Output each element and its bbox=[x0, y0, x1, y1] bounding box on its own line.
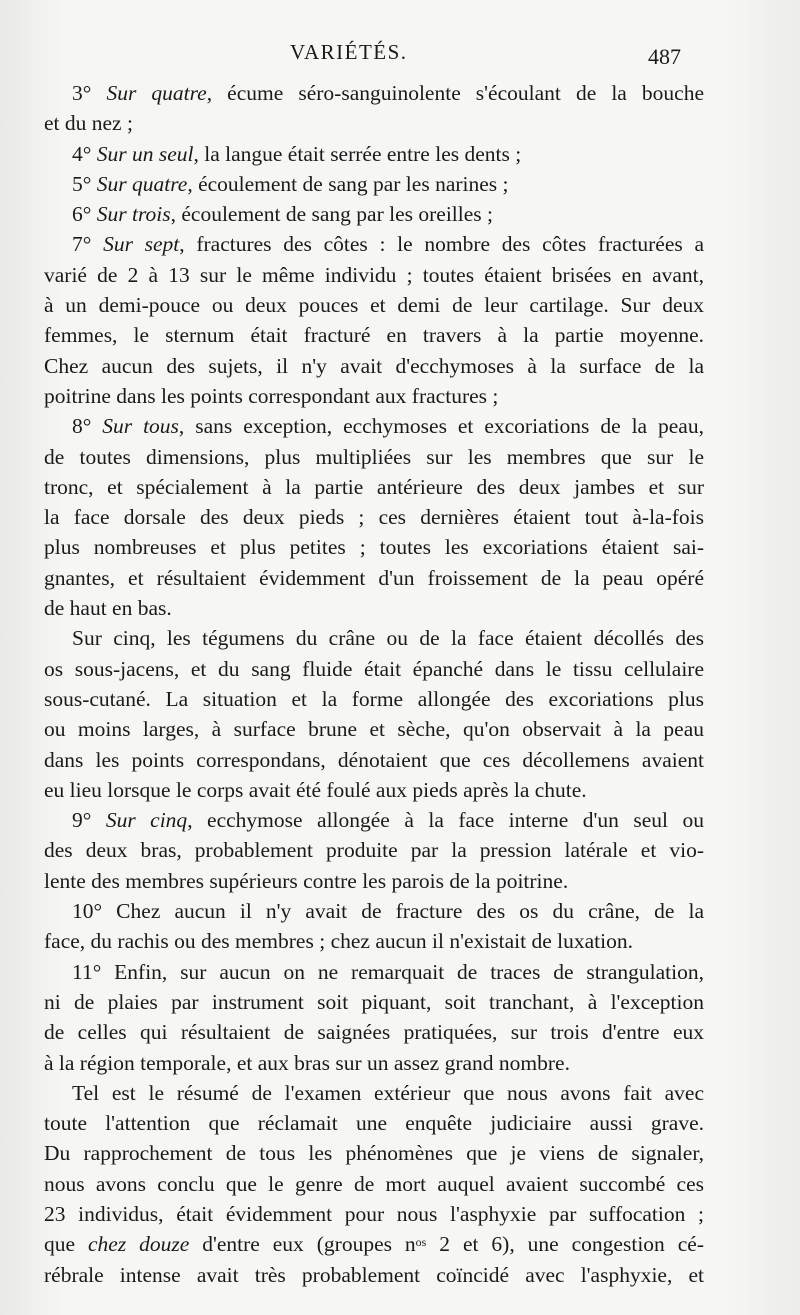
text-run: tronc, et spécialement à la partie antérieure des deux jambes et sur bbox=[44, 474, 704, 499]
text-line bbox=[44, 563, 704, 593]
page-header bbox=[0, 36, 800, 76]
text-line bbox=[44, 442, 704, 472]
text-run: et du nez ; bbox=[44, 111, 133, 136]
text-run: 3° bbox=[72, 81, 107, 105]
text-run: , sans exception, ecchymoses et excoriations de la peau, bbox=[178, 414, 704, 439]
text-line bbox=[44, 1260, 704, 1290]
text-run: , fractures des côtes : le nombre des côtes fracturées a bbox=[179, 232, 704, 257]
text-run: varié de 2 à 13 sur le même individu ; toutes étaient brisées en avant, bbox=[44, 262, 704, 287]
text-run: lente des membres supérieurs contre les parois de la poitrine. bbox=[44, 868, 569, 893]
text-run: 10° Chez aucun il n'y avait de fracture des os du crâne, de la bbox=[72, 899, 704, 924]
text-run: ni de plaies par instrument soit piquant, soit tranchant, à l'exception bbox=[44, 989, 704, 1014]
text-line bbox=[44, 472, 704, 502]
text-run: de celles qui résultaient de saignées pratiquées, sur trois d'entre eux bbox=[44, 1020, 704, 1045]
text-run: , la langue était serrée entre les dents ; bbox=[193, 141, 522, 166]
text-run: femmes, le sternum était fracturé en travers à la partie moyenne. bbox=[44, 323, 704, 348]
text-run: 11° Enfin, sur aucun on ne remarquait de traces de strangulation, bbox=[72, 959, 704, 984]
italic-text: Sur quatre bbox=[96, 171, 188, 196]
italic-text: Sur tous bbox=[102, 414, 179, 439]
text-run: nous avons conclu que le genre de mort auquel avaient succombé ces bbox=[44, 1171, 704, 1196]
text-line bbox=[44, 684, 704, 714]
text-run: à la région temporale, et aux bras sur un assez grand nombre. bbox=[44, 1050, 570, 1075]
text-line bbox=[44, 987, 704, 1017]
text-line bbox=[44, 411, 704, 441]
text-run: ou moins larges, à surface brune et sèche, qu'on observait à la peau bbox=[44, 717, 704, 742]
text-line bbox=[44, 139, 704, 169]
text-line bbox=[44, 775, 704, 805]
text-run: , écoulement de sang par les narines ; bbox=[187, 171, 509, 196]
text-run: face, du rachis ou des membres ; chez aucun il n'existait de luxation. bbox=[44, 929, 633, 954]
text-line bbox=[44, 108, 704, 138]
text-line bbox=[44, 714, 704, 744]
text-line bbox=[44, 320, 704, 350]
text-line bbox=[44, 1048, 704, 1078]
text-line bbox=[44, 290, 704, 320]
text-run: , écume séro-sanguinolente s'écoulant de la bouche bbox=[206, 81, 704, 105]
text-run: plus nombreuses et plus petites ; toutes les excoriations étaient sai- bbox=[44, 535, 704, 560]
text-run: 23 individus, était évidemment pour nous l'asphyxie par suffocation ; bbox=[44, 1201, 704, 1226]
text-line bbox=[44, 593, 704, 623]
text-run: , écoulement de sang par les oreilles ; bbox=[170, 202, 493, 227]
text-line bbox=[44, 351, 704, 381]
text-line bbox=[44, 532, 704, 562]
text-run: à un demi-pouce ou deux pouces et demi de leur cartilage. Sur deux bbox=[44, 293, 704, 318]
text-line bbox=[44, 805, 704, 835]
text-line bbox=[44, 78, 704, 108]
text-run: eu lieu lorsque le corps avait été foulé aux pieds après la chute. bbox=[44, 777, 587, 802]
text-line bbox=[44, 835, 704, 865]
text-run: toute l'attention que réclamait une enquête judiciaire aussi grave. bbox=[44, 1111, 704, 1136]
text-run: , ecchymose allongée à la face interne d'un seul ou bbox=[187, 808, 704, 833]
text-run: Du rapprochement de tous les phénomènes que je viens de signaler, bbox=[44, 1141, 704, 1166]
italic-text: Sur sept bbox=[103, 232, 180, 257]
text-line bbox=[44, 926, 704, 956]
text-run: os sous-jacens, et du sang fluide était épanché dans le tissu cellulaire bbox=[44, 656, 704, 681]
text-line bbox=[44, 169, 704, 199]
text-run: d'entre eux (groupes $n^{os}$ 2 et 6), une congestion cé- bbox=[189, 1232, 704, 1257]
text-line bbox=[44, 896, 704, 926]
text-line bbox=[44, 1138, 704, 1168]
superscript: os bbox=[415, 1235, 427, 1250]
text-run: de haut en bas. bbox=[44, 596, 172, 621]
italic-text: Sur trois bbox=[96, 202, 171, 227]
text-line bbox=[44, 502, 704, 532]
text-run: 5° bbox=[72, 171, 97, 196]
text-run: Chez aucun des sujets, il n'y avait d'ecchymoses à la surface de la bbox=[44, 353, 704, 378]
italic-text: chez douze bbox=[87, 1232, 190, 1257]
text-line bbox=[44, 1229, 704, 1259]
text-run: 4° bbox=[72, 141, 97, 166]
italic-text: Sur cinq bbox=[105, 808, 188, 833]
page-number: 487 bbox=[648, 44, 681, 69]
text-run: sous-cutané. La situation et la forme allongée des excoriations plus bbox=[44, 686, 704, 711]
italic-text: Sur un seul bbox=[96, 141, 194, 166]
body-text bbox=[44, 78, 704, 1290]
text-run: rébrale intense avait très probablement coïncidé avec l'asphyxie, et bbox=[44, 1262, 704, 1287]
text-line bbox=[44, 623, 704, 653]
text-line bbox=[44, 199, 704, 229]
text-run: 8° bbox=[72, 414, 103, 439]
text-line bbox=[44, 957, 704, 987]
text-run: dans les points correspondans, dénotaient que ces décollemens avaient bbox=[44, 747, 704, 772]
text-line bbox=[44, 1017, 704, 1047]
text-line bbox=[44, 1078, 704, 1108]
text-run: gnantes, et résultaient évidemment d'un froissement de la peau opéré bbox=[44, 565, 704, 590]
text-line bbox=[44, 381, 704, 411]
running-head: VARIÉTÉS. bbox=[290, 40, 408, 64]
text-run: 9° bbox=[72, 808, 106, 833]
text-line bbox=[44, 654, 704, 684]
text-run: poitrine dans les points correspondant aux fractures ; bbox=[44, 383, 499, 408]
text-line bbox=[44, 1199, 704, 1229]
text-line bbox=[44, 229, 704, 259]
text-run: 7° bbox=[72, 232, 104, 257]
text-line bbox=[44, 260, 704, 290]
text-run: que bbox=[44, 1232, 88, 1257]
text-run: de toutes dimensions, plus multipliées sur les membres que sur le bbox=[44, 444, 704, 469]
text-run: 6° bbox=[72, 202, 97, 227]
text-line bbox=[44, 1169, 704, 1199]
italic-text: Sur quatre bbox=[106, 81, 207, 105]
text-line bbox=[44, 1108, 704, 1138]
text-run: la face dorsale des deux pieds ; ces dernières étaient tout à-la-fois bbox=[44, 505, 704, 530]
text-run: Sur cinq, les tégumens du crâne ou de la face étaient décollés des bbox=[72, 626, 704, 651]
text-line bbox=[44, 866, 704, 896]
text-run: des deux bras, probablement produite par la pression latérale et vio- bbox=[44, 838, 704, 863]
text-line bbox=[44, 745, 704, 775]
text-run: Tel est le résumé de l'examen extérieur que nous avons fait avec bbox=[72, 1080, 704, 1105]
